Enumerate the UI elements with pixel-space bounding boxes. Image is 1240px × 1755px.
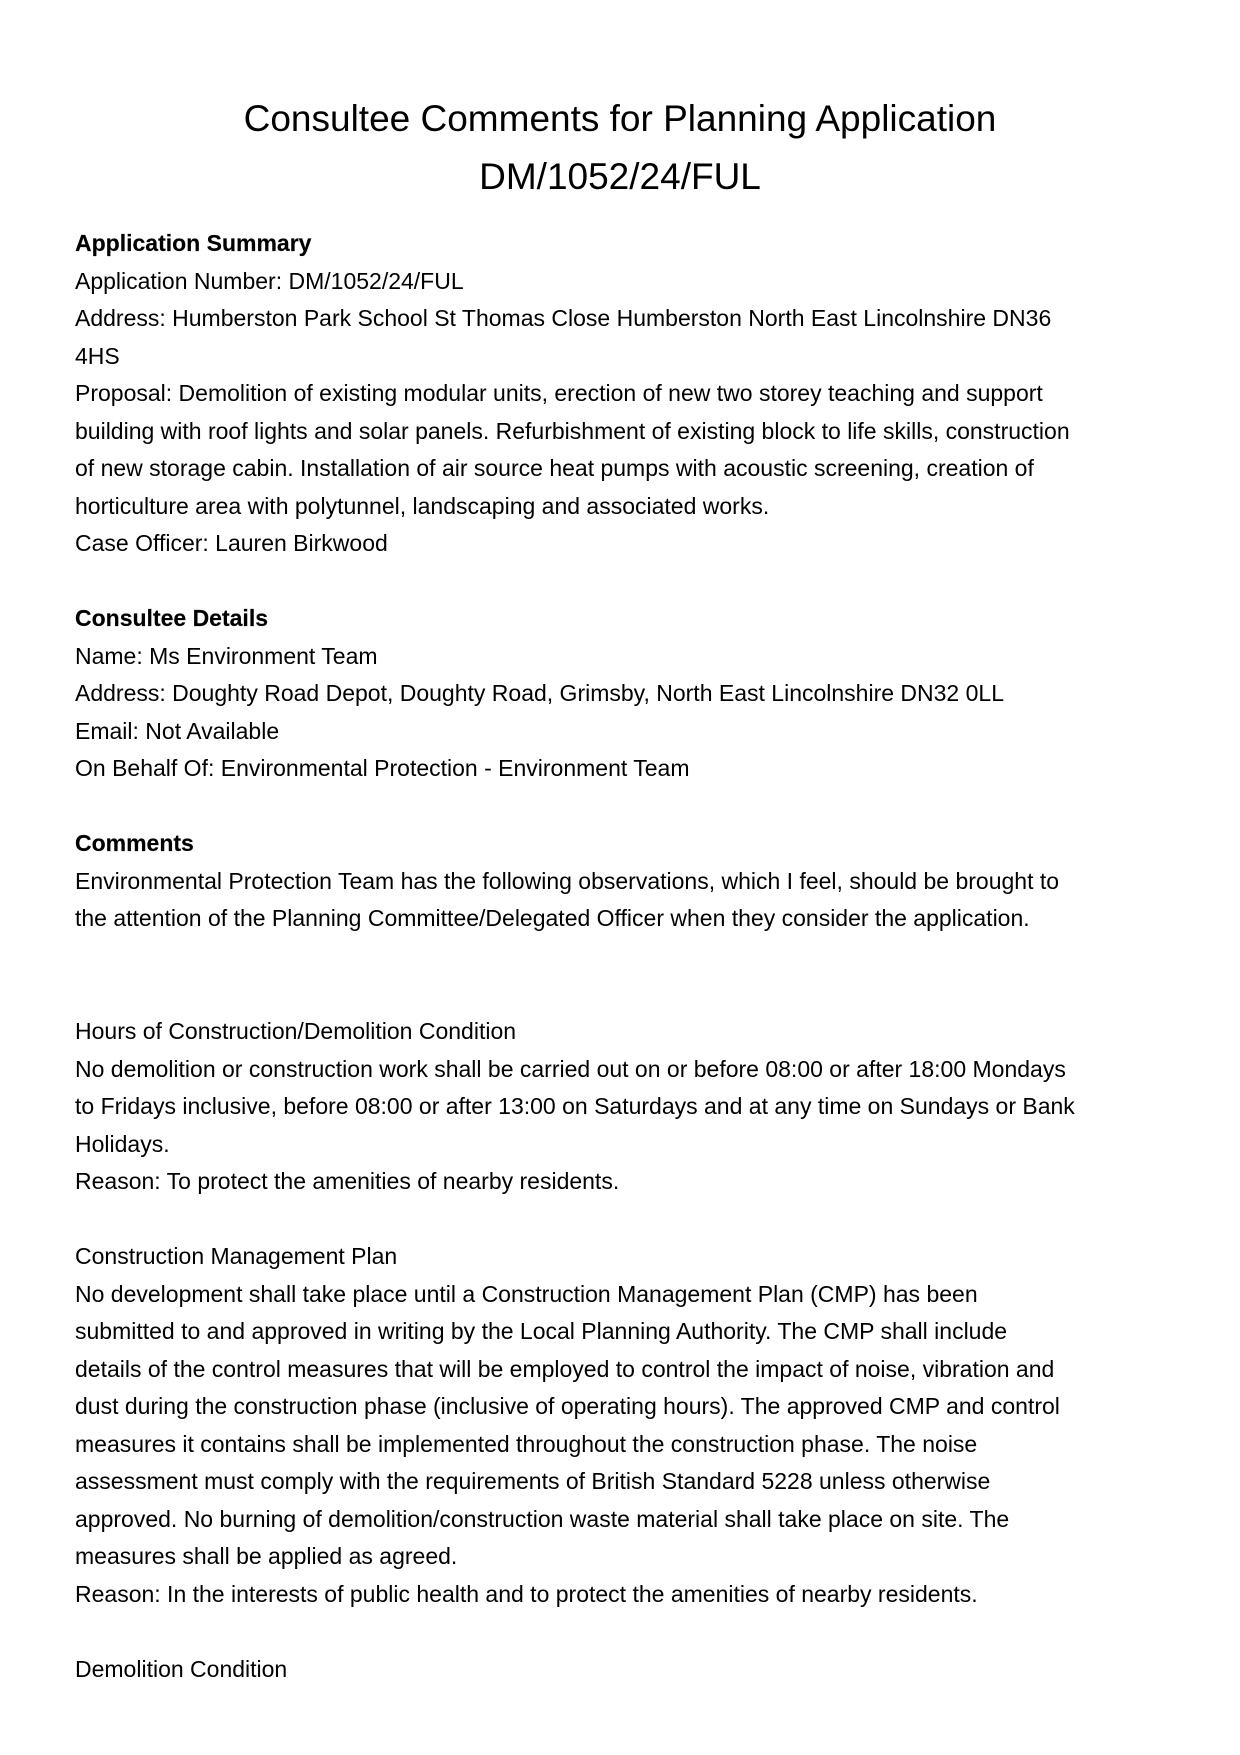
application-reference-title: DM/1052/24/FUL (479, 156, 761, 197)
consultee-details-heading: Consultee Details (75, 605, 268, 631)
case-officer: Case Officer: Lauren Birkwood (75, 530, 388, 556)
comments-intro-line-2: the attention of the Planning Committee/Delegated Officer when they consider the application. (75, 905, 1030, 931)
application-summary-heading: Application Summary (75, 230, 312, 256)
demolition-condition-section (75, 1651, 1175, 1689)
comments-intro-line-1: Environmental Protection Team has the following observations, which I feel, should be brought to (75, 867, 1060, 894)
consultee-name: Name: Ms Environment Team (75, 642, 378, 669)
cmp-condition-section (75, 1238, 1175, 1613)
consultee-email: Email: Not Available (75, 717, 280, 744)
application-summary-section (75, 225, 1175, 563)
consultee-address: Address: Doughty Road Depot, Doughty Road, Grimsby, North East Lincolnshire DN32 0LL (75, 680, 1004, 706)
cmp-line-4: dust during the construction phase (inclusive of operating hours). The approved CMP and control (75, 1393, 1060, 1419)
hours-condition-line-3: Holidays. (75, 1130, 170, 1157)
proposal-line-1: Proposal: Demolition of existing modular units, erection of new two storey teaching and support (75, 380, 1043, 406)
proposal-line-4: horticulture area with polytunnel, landscaping and associated works. (75, 492, 770, 519)
cmp-line-8: measures shall be applied as agreed. (75, 1543, 458, 1569)
proposal-line-3: of new storage cabin. Installation of air source heat pumps with acoustic screening, creation of (75, 455, 1034, 481)
hours-condition-line-2: to Fridays inclusive, before 08:00 or after 13:00 on Saturdays and at any time on Sundays or Bank (75, 1093, 1075, 1119)
cmp-line-5: measures it contains shall be implemented throughout the construction phase. The noise (75, 1430, 978, 1457)
cmp-line-3: details of the control measures that will be employed to control the impact of noise, vibration and (75, 1355, 1055, 1382)
proposal-line-2: building with roof lights and solar panels. Refurbishment of existing block to life skills, construction (75, 417, 1070, 444)
application-number: Application Number: DM/1052/24/FUL (75, 267, 464, 294)
cmp-line-1: No development shall take place until a Construction Management Plan (CMP) has been (75, 1280, 978, 1307)
document-title: Consultee Comments for Planning Application (243, 98, 997, 139)
demolition-condition-title: Demolition Condition (75, 1656, 288, 1682)
hours-condition-title: Hours of Construction/Demolition Condition (75, 1018, 517, 1044)
consultee-on-behalf-of: On Behalf Of: Environmental Protection - Environment Team (75, 755, 690, 781)
hours-condition-section (75, 1013, 1175, 1201)
cmp-line-6: assessment must comply with the requirements of British Standard 5228 unless otherwise (75, 1468, 991, 1494)
cmp-reason: Reason: In the interests of public health and to protect the amenities of nearby residents. (75, 1580, 978, 1607)
cmp-line-2: submitted to and approved in writing by the Local Planning Authority. The CMP shall include (75, 1318, 1008, 1344)
comments-section (75, 825, 1175, 938)
application-address-line-1: Address: Humberston Park School St Thomas Close Humberston North East Lincolnshire DN36 (75, 305, 1052, 331)
cmp-title: Construction Management Plan (75, 1243, 398, 1269)
application-address-line-2: 4HS (75, 342, 120, 369)
consultee-details-section (75, 600, 1175, 788)
comments-heading: Comments (75, 830, 194, 856)
cmp-line-7: approved. No burning of demolition/construction waste material shall take place on site. The (75, 1505, 1010, 1532)
hours-condition-reason: Reason: To protect the amenities of nearby residents. (75, 1168, 620, 1194)
hours-condition-line-1: No demolition or construction work shall be carried out on or before 08:00 or after 18:00 Mondays (75, 1055, 1066, 1082)
